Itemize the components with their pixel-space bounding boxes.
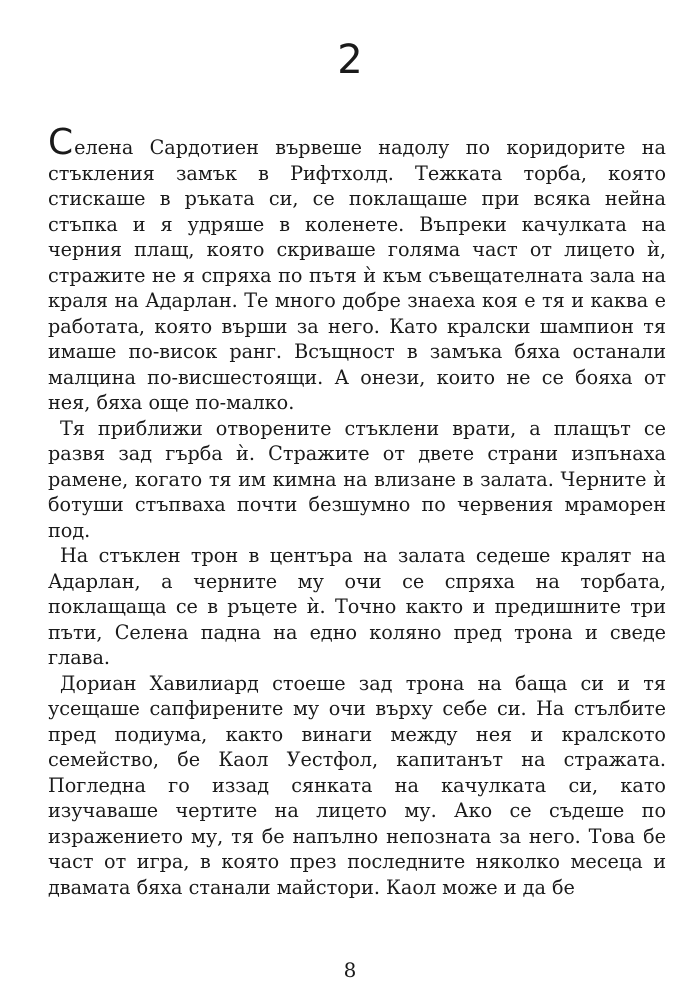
page-number: 8 <box>343 958 357 982</box>
drop-cap: С <box>48 122 74 163</box>
paragraph-2: Тя приближи отворените стъклени врати, а плащът се развя зад гърба ѝ. Стражите от двете страни изпънаха рамене, когато тя им кимна на влизане в залата. Черните ѝ ботуши стъпваха почти безшумно по червения мраморен под. <box>48 416 666 542</box>
paragraph-4: Дориан Хавилиард стоеше зад трона на баща си и тя усещаше сапфирените му очи върху себе си. На стълбите пред подиума, както винаги между нея и кралското семейство, бе Каол Уестфол, капитанът на стражата. Погледна го иззад сянката на качулката си, като изучаваше чертите на лицето му. Ако се съдеше по изражението му, тя бе напълно непозната за него. Това бе част от игра, в която през последните няколко месеца и двамата бяха станали майстори. Каол може и да бе <box>48 671 666 899</box>
paragraph-1 <box>48 122 666 416</box>
paragraph-1-text: елена Сардотиен вървеше надолу по коридорите на стъкления замък в Рифтхолд. Тежката торба, която стискаше в ръката си, се поклащаше при всяка нейна стъпка и я удряше в коленете. Въпреки качулката на черния плащ, която скриваше голяма част от лицето ѝ, стражите не я спряха по пътя ѝ към съвещателната зала на краля на Адарлан. Те много добре знаеха коя е тя и каква е работата, която върши за него. Като кралски шампион тя имаше по-висок ранг. Всъщност в замъка бяха останали малцина по-висшестоящи. А онези, които не се бояха от нея, бяха още по-малко. <box>48 136 666 414</box>
body-text <box>48 122 666 900</box>
chapter-number: 2 <box>337 37 363 83</box>
paragraph-3: На стъклен трон в центъра на залата седеше кралят на Адарлан, а черните му очи се спряха на торбата, поклащаща се в ръцете ѝ. Точно както и предишните три пъти, Селена падна на едно коляно пред трона и сведе глава. <box>48 544 666 669</box>
